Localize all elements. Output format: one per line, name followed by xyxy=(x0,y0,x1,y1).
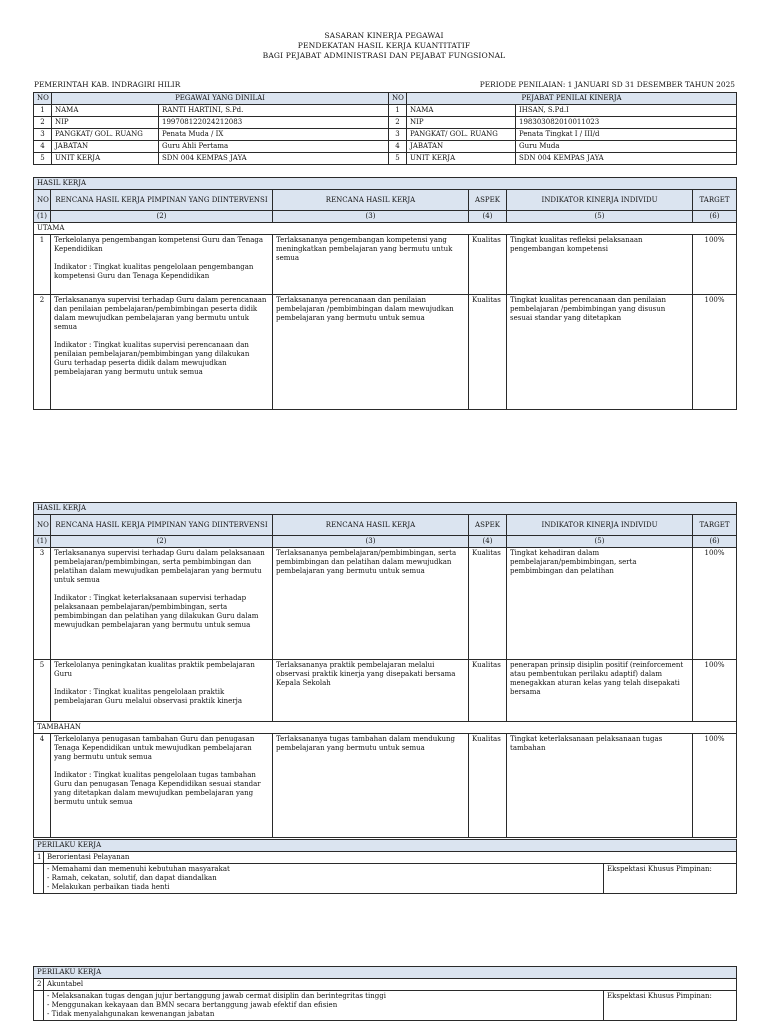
col-index: (4) xyxy=(469,211,507,223)
row-number: 1 xyxy=(34,105,52,117)
aspect-text: Kualitas xyxy=(469,235,507,295)
empty-cell xyxy=(34,991,44,1021)
indicator-note: Indikator : Tingkat kualitas pengelolaan praktik pembelajaran Guru melalui observasi praktik kinerja xyxy=(54,688,243,705)
col-leader-plan: RENCANA HASIL KERJA PIMPINAN YANG DIINTERVENSI xyxy=(51,515,273,536)
table-row xyxy=(34,660,737,722)
field-label: NIP xyxy=(52,117,159,129)
field-label: UNIT KERJA xyxy=(407,153,516,165)
row-number: 4 xyxy=(34,141,52,153)
col-index: (5) xyxy=(507,536,693,548)
behavior-items xyxy=(44,991,604,1021)
list-item: - Memahami dan memenuhi kebutuhan masyarakat xyxy=(47,865,230,873)
leader-expectation: Ekspektasi Khusus Pimpinan: xyxy=(604,991,737,1021)
col-index: (3) xyxy=(273,211,469,223)
list-item: - Ramah, cekatan, solutif, dan dapat diandalkan xyxy=(47,874,217,882)
identity-table xyxy=(33,92,737,165)
col-work-plan: RENCANA HASIL KERJA xyxy=(273,190,469,211)
doc-title-3: BAGI PEJABAT ADMINISTRASI DAN PEJABAT FUNGSIONAL xyxy=(262,51,506,60)
government-label: PEMERINTAH KAB. INDRAGIRI HILIR xyxy=(34,80,181,89)
row-number: 3 xyxy=(34,548,51,660)
table-row xyxy=(34,235,737,295)
appraiser-title: PEJABAT PENILAI KINERJA xyxy=(407,93,737,105)
list-item: - Melaksanakan tugas dengan jujur bertanggung jawab cermat disiplin dan berintegritas tinggi xyxy=(47,992,386,1000)
col-no: NO xyxy=(34,93,52,105)
row-number: 4 xyxy=(34,734,51,838)
behavior-title: Akuntabel xyxy=(44,979,737,991)
leader-plan-text: Terlaksananya supervisi terhadap Guru dalam perencanaan dan penilaian pembelajaran/pembimbingan peserta didik dalam mewujudkan pembelajaran yang bermutu untuk semua xyxy=(54,296,267,331)
indicator-text: penerapan prinsip disiplin positif (reinforcement atau pembentukan perilaku adaptif) dalam menegakkan aturan kelas yang telah disepakati bersama xyxy=(507,660,693,722)
row-number: 3 xyxy=(34,129,52,141)
identity-row xyxy=(34,129,737,141)
work-plan-text: Terlaksananya praktik pembelajaran melalui observasi praktik kinerja yang disepakati bersama Kepala Sekolah xyxy=(273,660,469,722)
field-label: JABATAN xyxy=(407,141,516,153)
col-aspect: ASPEK xyxy=(469,190,507,211)
leader-plan-cell xyxy=(51,235,273,295)
row-number: 2 xyxy=(34,295,51,410)
leader-plan-cell xyxy=(51,548,273,660)
field-value: SDN 004 KEMPAS JAYA xyxy=(159,153,389,165)
indicator-text: Tingkat keterlaksanaan pelaksanaan tugas tambahan xyxy=(507,734,693,838)
target-value: 100% xyxy=(693,295,737,410)
row-number: 1 xyxy=(34,235,51,295)
field-value: Guru Ahli Pertama xyxy=(159,141,389,153)
field-label: UNIT KERJA xyxy=(52,153,159,165)
doc-title-1: SASARAN KINERJA PEGAWAI xyxy=(324,31,444,40)
indicator-note: Indikator : Tingkat kualitas pengelolaan pengembangan kompetensi Guru dan Tenaga Kependidikan xyxy=(54,263,254,280)
table-row xyxy=(34,295,737,410)
leader-plan-cell xyxy=(51,660,273,722)
work-plan-text: Terlaksananya tugas tambahan dalam mendukung pembelajaran yang bermutu untuk semua xyxy=(273,734,469,838)
indicator-note: Indikator : Tingkat kualitas pengelolaan tugas tambahan Guru dan penugasan Tenaga Kependidikan sesuai standar yang ditetapkan dalam mewujudkan pembelajaran yang bermutu untuk semua xyxy=(54,771,261,806)
row-number: 2 xyxy=(34,979,44,991)
col-indicator: INDIKATOR KINERJA INDIVIDU xyxy=(507,190,693,211)
indicator-text: Tingkat kualitas refleksi pelaksanaan pengembangan kompetensi xyxy=(507,235,693,295)
indicator-note: Indikator : Tingkat keterlaksanaan supervisi terhadap pelaksanaan pembelajaran/pembimbingan, serta pembimbingan dan pelatihan yang dilakukan Guru dalam mewujudkan pembelajaran yang bermutu untuk semua xyxy=(54,594,259,629)
aspect-text: Kualitas xyxy=(469,295,507,410)
field-value: Guru Muda xyxy=(516,141,737,153)
row-number: 4 xyxy=(389,141,407,153)
empty-cell xyxy=(34,864,44,894)
list-item: - Tidak menyalahgunakan kewenangan jabatan xyxy=(47,1010,215,1018)
behavior-title: Berorientasi Pelayanan xyxy=(44,852,737,864)
work-plan-text: Terlaksananya perencanaan dan penilaian pembelajaran /pembimbingan dalam mewujudkan pembelajaran yang bermutu untuk semua xyxy=(273,295,469,410)
field-label: PANGKAT/ GOL. RUANG xyxy=(52,129,159,141)
field-label: JABATAN xyxy=(52,141,159,153)
behavior-table xyxy=(33,839,737,894)
field-value: Penata Tingkat I / III/d xyxy=(516,129,737,141)
leader-expectation: Ekspektasi Khusus Pimpinan: xyxy=(604,864,737,894)
target-value: 100% xyxy=(693,734,737,838)
identity-row xyxy=(34,153,737,165)
field-value: Penata Muda / IX xyxy=(159,129,389,141)
list-item: - Melakukan perbaikan tiada henti xyxy=(47,883,170,891)
col-index: (6) xyxy=(693,211,737,223)
identity-row xyxy=(34,141,737,153)
col-no: NO xyxy=(34,515,51,536)
leader-plan-text: Terlaksananya supervisi terhadap Guru dalam pelaksanaan pembelajaran/pembimbingan, serta pembimbingan dan pelatihan dalam mewujudkan pembelajaran yang bermutu untuk semua xyxy=(54,549,265,584)
work-plan-text: Terlaksananya pembelajaran/pembimbingan, serta pembimbingan dan pelatihan dalam mewujudkan pembelajaran yang bermutu untuk semua xyxy=(273,548,469,660)
section-heading: PERILAKU KERJA xyxy=(34,967,737,979)
target-value: 100% xyxy=(693,235,737,295)
period-label: PERIODE PENILAIAN: 1 JANUARI SD 31 DESEMBER TAHUN 2025 xyxy=(479,80,735,89)
appraisee-title: PEGAWAI YANG DINILAI xyxy=(52,93,389,105)
col-index: (3) xyxy=(273,536,469,548)
row-number: 2 xyxy=(389,117,407,129)
subsection-heading: UTAMA xyxy=(34,223,737,235)
indicator-text: Tingkat kualitas perencanaan dan penilaian pembelajaran /pembimbingan yang disusun sesuai standar yang ditetapkan xyxy=(507,295,693,410)
leader-plan-cell xyxy=(51,734,273,838)
work-plan-text: Terlaksananya pengembangan kompetensi yang meningkatkan pembelajaran yang bermutu untuk semua xyxy=(273,235,469,295)
aspect-text: Kualitas xyxy=(469,548,507,660)
behavior-table xyxy=(33,966,737,1021)
col-leader-plan: RENCANA HASIL KERJA PIMPINAN YANG DIINTERVENSI xyxy=(51,190,273,211)
aspect-text: Kualitas xyxy=(469,660,507,722)
field-value: 199708122024212083 xyxy=(159,117,389,129)
field-label: PANGKAT/ GOL. RUANG xyxy=(407,129,516,141)
table-row xyxy=(34,548,737,660)
col-index: (2) xyxy=(51,536,273,548)
aspect-text: Kualitas xyxy=(469,734,507,838)
doc-title-2: PENDEKATAN HASIL KERJA KUANTITATIF xyxy=(297,41,471,50)
identity-row xyxy=(34,117,737,129)
field-value: 198303082010011023 xyxy=(516,117,737,129)
field-label: NIP xyxy=(407,117,516,129)
target-value: 100% xyxy=(693,660,737,722)
col-work-plan: RENCANA HASIL KERJA xyxy=(273,515,469,536)
table-row xyxy=(34,734,737,838)
row-number: 5 xyxy=(34,660,51,722)
identity-row xyxy=(34,105,737,117)
leader-plan-text: Terkelolanya penugasan tambahan Guru dan penugasan Tenaga Kependidikan untuk mewujudkan pembelajaran yang bermutu untuk semua xyxy=(54,735,255,761)
section-heading: PERILAKU KERJA xyxy=(34,840,737,852)
row-number: 3 xyxy=(389,129,407,141)
field-label: NAMA xyxy=(407,105,516,117)
list-item: - Menggunakan kekayaan dan BMN secara bertanggung jawab efektif dan efisien xyxy=(47,1001,338,1009)
target-value: 100% xyxy=(693,548,737,660)
row-number: 1 xyxy=(34,852,44,864)
field-value: RANTI HARTINI, S.Pd. xyxy=(159,105,389,117)
section-heading: HASIL KERJA xyxy=(34,178,737,190)
row-number: 1 xyxy=(389,105,407,117)
leader-plan-text: Terkelolanya peningkatan kualitas praktik pembelajaran Guru xyxy=(54,661,255,678)
col-no: NO xyxy=(34,190,51,211)
section-heading: HASIL KERJA xyxy=(34,503,737,515)
work-results-table-continued xyxy=(33,502,737,838)
subsection-heading: TAMBAHAN xyxy=(34,722,737,734)
col-index: (1) xyxy=(34,211,51,223)
col-indicator: INDIKATOR KINERJA INDIVIDU xyxy=(507,515,693,536)
behavior-items xyxy=(44,864,604,894)
col-index: (4) xyxy=(469,536,507,548)
indicator-text: Tingkat kehadiran dalam pembelajaran/pembimbingan, serta pembimbingan dan pelatihan xyxy=(507,548,693,660)
row-number: 2 xyxy=(34,117,52,129)
field-label: NAMA xyxy=(52,105,159,117)
field-value: SDN 004 KEMPAS JAYA xyxy=(516,153,737,165)
col-index: (6) xyxy=(693,536,737,548)
col-no: NO xyxy=(389,93,407,105)
row-number: 5 xyxy=(34,153,52,165)
work-results-table xyxy=(33,177,737,410)
col-index: (2) xyxy=(51,211,273,223)
indicator-note: Indikator : Tingkat kualitas supervisi perencanaan dan penilaian pembelajaran/pembimbingan yang dilakukan Guru terhadap peserta didik dalam mewujudkan pembelajaran yang bermutu untuk semua xyxy=(54,341,250,376)
row-number: 5 xyxy=(389,153,407,165)
col-index: (1) xyxy=(34,536,51,548)
leader-plan-text: Terkelolanya pengembangan kompetensi Guru dan Tenaga Kependidikan xyxy=(54,236,264,253)
leader-plan-cell xyxy=(51,295,273,410)
col-target: TARGET xyxy=(693,515,737,536)
field-value: IHSAN, S.Pd.I xyxy=(516,105,737,117)
col-aspect: ASPEK xyxy=(469,515,507,536)
col-target: TARGET xyxy=(693,190,737,211)
col-index: (5) xyxy=(507,211,693,223)
